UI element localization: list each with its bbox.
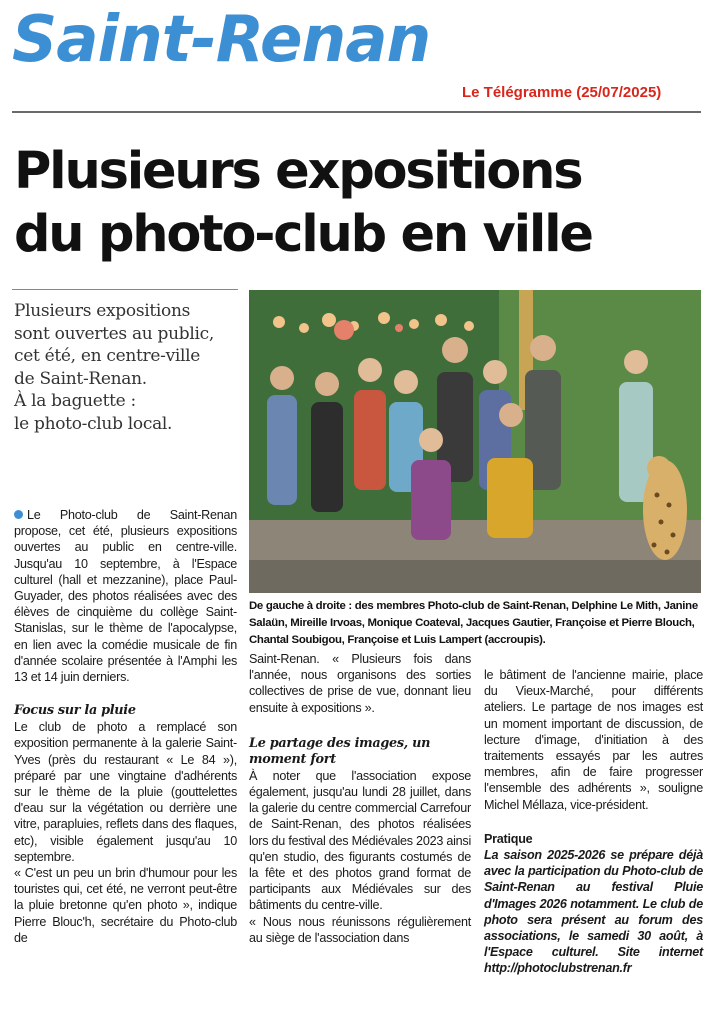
group-photo bbox=[249, 290, 701, 593]
article-paragraph: « Nous nous réunissons régulièrement au siège de l'association dans bbox=[249, 914, 471, 945]
lead-line: de Saint-Renan. bbox=[14, 368, 147, 389]
article-paragraph bbox=[14, 507, 237, 685]
article-paragraph: À noter que l'association expose également, jusqu'au lundi 28 juillet, dans la galerie du centre commercial Carrefour de Saint-Renan, des photos réalisées lors du festival des Médiévales 2023 ainsi qu'en studio, des figurants costumés de la fête et des photos grand format de participants aux Médiévales sur des bâtiments du centre-ville. bbox=[249, 768, 471, 913]
article-column-3 bbox=[484, 667, 703, 977]
paragraph-text: Le Photo-club de Saint-Renan propose, cet été, plusieurs expositions ouvertes au public en centre-ville. Jusqu'au 10 septembre, à l'Espace culturel (hall et mezzanine), place Paul-Guyader, des photos réalisées avec des élèves de cinquième du collège Saint-Stanislas, sur le thème de l'apocalypse, en lien avec la comédie musicale de fin d'année scolaire présentée à l'Amphi les 13 et 14 juin derniers. bbox=[14, 508, 237, 685]
article-paragraph: « C'est un peu un brin d'humour pour les touristes qui, cet été, ne verront peut-être la pluie bretonne qu'en photo », indique Pierre Blouc'h, secrétaire du Photo-club de bbox=[14, 866, 237, 945]
article-headline bbox=[14, 140, 704, 266]
headline-line-2: du photo-club en ville bbox=[14, 205, 592, 264]
lead-divider bbox=[12, 289, 238, 290]
article-paragraph: Le club de photo a remplacé son exposition permanente à la galerie Saint-Yves (près du restaurant « Le 84 »), préparé par une vingtaine d'adhérents sur le thème de la pluie (gouttelettes d'eau sur la végétation ou derrière une vitre, parapluies, reflets dans des flaques, etc), visible également jusqu'au 10 septembre. bbox=[14, 720, 237, 864]
lead-line: sont ouvertes au public, bbox=[14, 323, 214, 344]
header-divider bbox=[12, 111, 701, 113]
masthead-title: Saint-Renan bbox=[12, 3, 431, 77]
article-paragraph: le bâtiment de l'ancienne mairie, place du Vieux-Marché, pour différents ateliers. Le partage de nos images est un moment important de discussion, de lecture d'image, d'initiation à des traitements essayés par les autres membres, afin de faire progresser l'ensemble des adhérents », souligne Michel Méllaza, vice-président. bbox=[484, 668, 703, 812]
pratique-text: La saison 2025-2026 se prépare déjà avec la participation du Photo-club de Saint-Renan au festival Pluie d'Images 2026 notamment. Le club de photo sera présent au forum des associations, le samedi 30 août, à l'Espace culturel. Site internet http://photoclubstrenan.fr bbox=[484, 848, 703, 976]
lead-line: Plusieurs expositions bbox=[14, 301, 191, 321]
lead-line: cet été, en centre-ville bbox=[14, 346, 201, 366]
group-photo-illustration bbox=[249, 290, 701, 593]
article-paragraph: Saint-Renan. « Plusieurs fois dans l'année, nous organisons des sorties collectives de prise de vue, donnant lieu ensuite à expositions ». bbox=[249, 652, 471, 715]
lead-line: le photo-club local. bbox=[14, 413, 173, 434]
source-label: Le Télégramme (25/07/2025) bbox=[462, 84, 662, 101]
photo-caption: De gauche à droite : des membres Photo-club de Saint-Renan, Delphine Le Mith, Janine Salaün, Mireille Irvoas, Monique Coateval, Jacques Gautier, Françoise et Pierre Blouch, Chantal Soubigou, Françoise et Luis Lampert (accroupis). bbox=[249, 600, 698, 646]
article-column-2 bbox=[249, 651, 471, 946]
pratique-heading: Pratique bbox=[484, 831, 533, 846]
article-column-1 bbox=[14, 507, 237, 946]
section-heading-pluie: Focus sur la pluie bbox=[14, 703, 136, 719]
headline-line-1: Plusieurs expositions bbox=[14, 142, 582, 201]
lead-line: À la baguette : bbox=[14, 391, 136, 411]
article-lead bbox=[14, 300, 239, 435]
section-heading-partage: Le partage des images, un moment fort bbox=[249, 735, 431, 767]
bullet-icon bbox=[14, 510, 23, 519]
